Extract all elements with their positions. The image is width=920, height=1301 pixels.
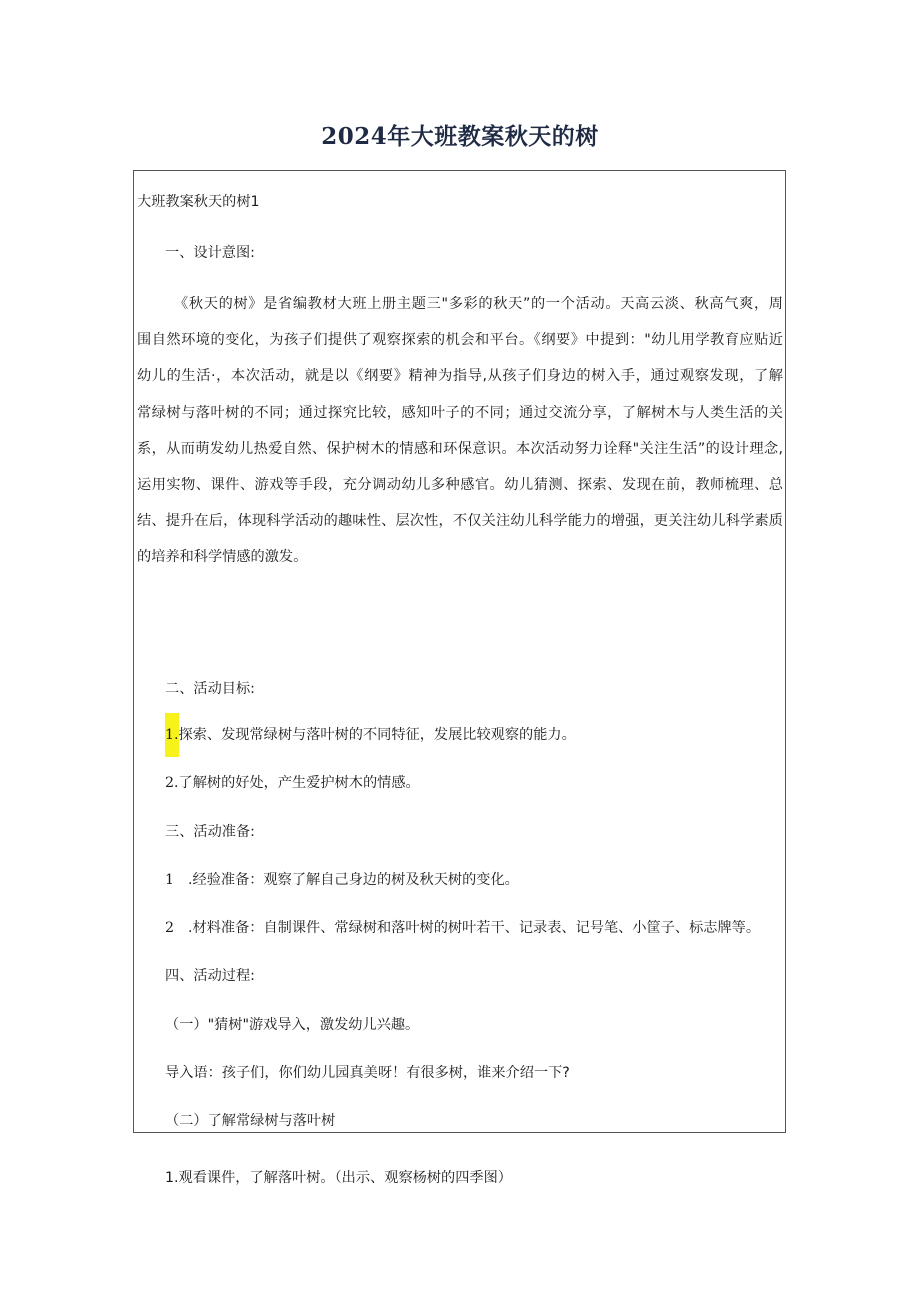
paragraph-line: 的培养和科学情感的激发。 <box>137 549 308 566</box>
intro-speech: 导入语：孩子们，你们幼儿园真美呀！有很多树，谁来介绍一下? <box>165 1065 570 1081</box>
prep-item-1 <box>165 870 519 890</box>
document-heading: 大班教案秋天的树1 <box>137 194 260 210</box>
intro-paragraph <box>137 286 783 576</box>
process-step-1: （一）"猜树"游戏导入，激发幼儿兴趣。 <box>165 1017 420 1033</box>
goal-item-1 <box>165 725 576 745</box>
section-goals: 二、活动目标: <box>165 681 255 697</box>
prep-item-2-number: 2 <box>165 920 175 936</box>
paragraph-line: 幼儿的生活·，本次活动，就是以《纲要》精神为指导,从孩子们身边的树入手，通过观察发现，了解 <box>137 368 783 385</box>
highlighted-number: 1. <box>165 713 179 757</box>
paragraph-line: 系，从而萌发幼儿热爱自然、保护树木的情感和环保意识。本次活动努力诠释"关注生活”的设计理念, <box>137 440 783 457</box>
page-title: 2024年大班教案秋天的树 <box>321 123 599 150</box>
paragraph-line: 《秋天的树》是省编教材大班上册主题三"多彩的秋天”的一个活动。天高云淡、秋高气爽，周 <box>174 296 783 312</box>
section-preparation: 三、活动准备: <box>165 824 255 840</box>
prep-item-2-text: .材料准备：自制课件、常绿树和落叶树的树叶若干、记录表、记号笔、小筐子、标志牌等。 <box>188 920 761 936</box>
paragraph-line: 围自然环境的变化，为孩子们提供了观察探索的机会和平台。《纲要》中提到："幼儿用学教育应贴近 <box>137 332 783 349</box>
goal-item-2: 2.了解树的好处，产生爱护树木的情感。 <box>165 775 420 791</box>
paragraph-line: 运用实物、课件、游戏等手段，充分调动幼儿多种感官。幼儿猜测、探索、发现在前，教师梳理、总 <box>137 476 783 493</box>
process-step-2: （二）了解常绿树与落叶树 <box>165 1113 336 1129</box>
section-process: 四、活动过程: <box>165 968 255 984</box>
step-detail: 1.观看课件，了解落叶树。（出示、观察杨树的四季图） <box>165 1170 512 1186</box>
goal-item-1-text: 探索、发现常绿树与落叶树的不同特征，发展比较观察的能力。 <box>178 727 576 743</box>
paragraph-line: 常绿树与落叶树的不同；通过探究比较，感知叶子的不同；通过交流分享，了解树木与人类生活的关 <box>137 404 783 421</box>
paragraph-line: 结、提升在后，体现科学活动的趣味性、层次性，不仅关注幼儿科学能力的增强，更关注幼儿科学素质 <box>137 513 783 530</box>
prep-item-1-text: .经验准备：观察了解自己身边的树及秋天树的变化。 <box>188 872 519 888</box>
prep-item-2 <box>165 918 760 938</box>
prep-item-1-number: 1 <box>165 872 175 888</box>
section-design-intent: 一、设计意图: <box>165 245 255 261</box>
